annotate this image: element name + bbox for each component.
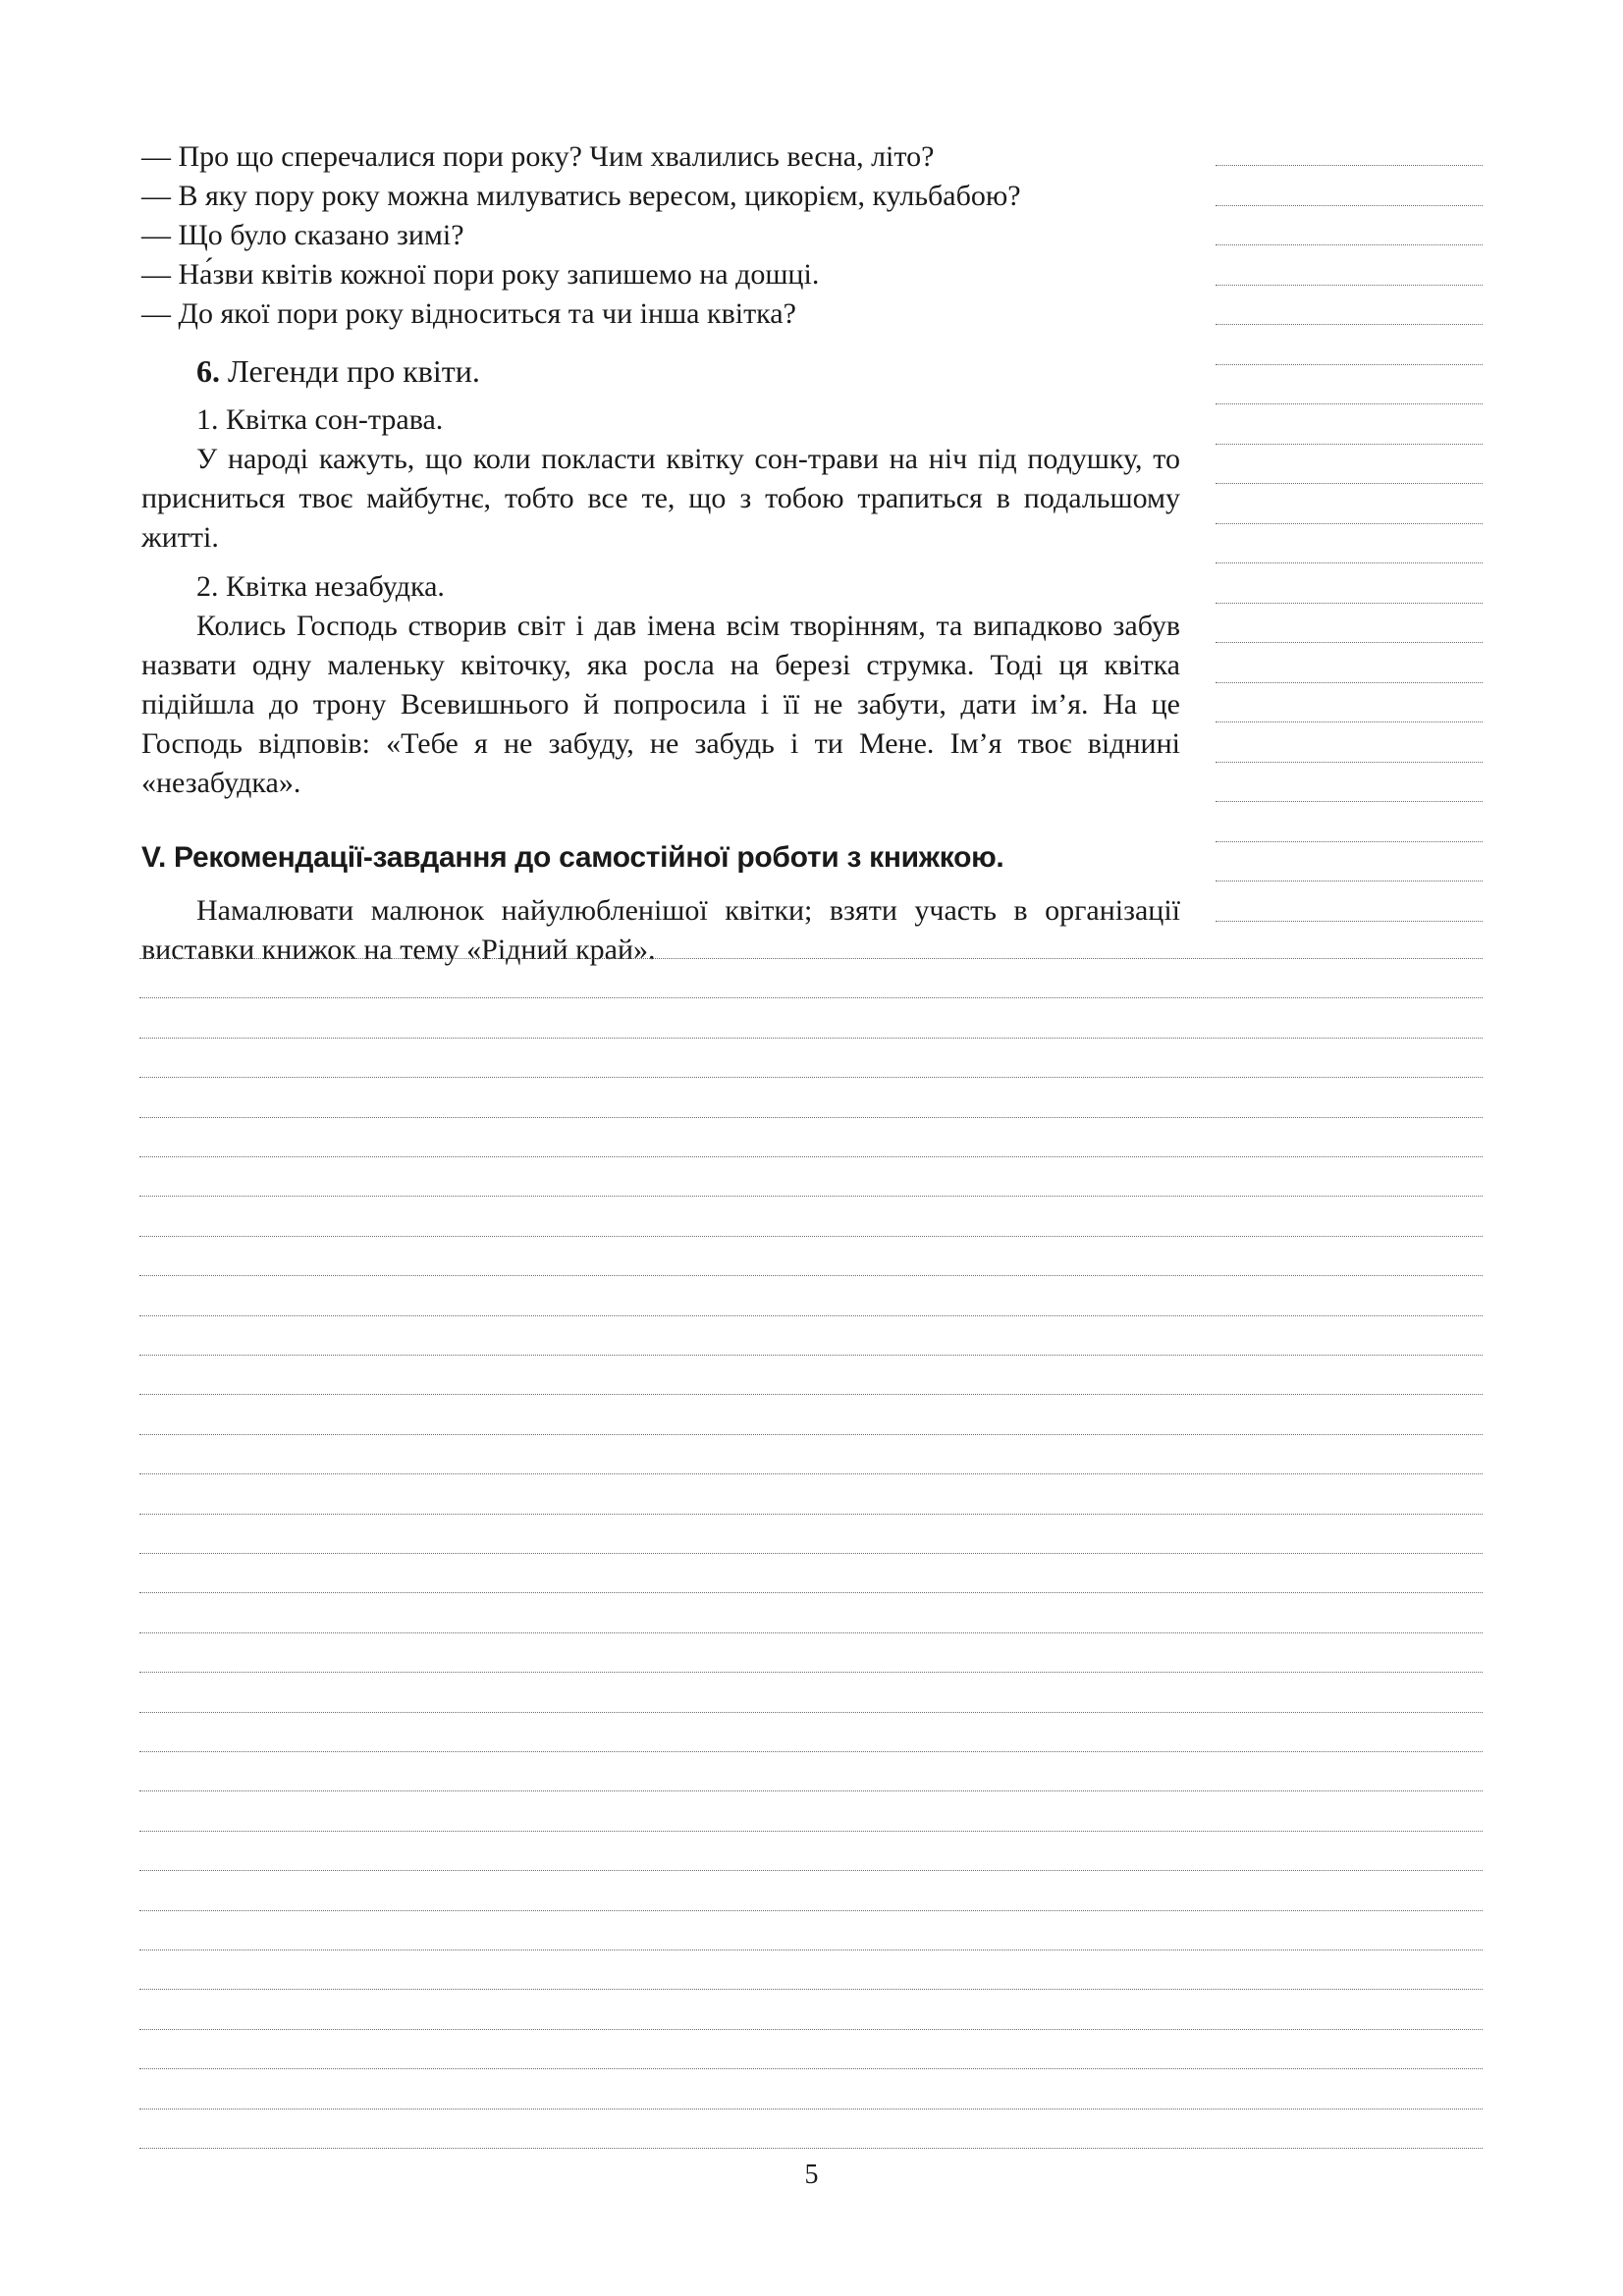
side-writing-line <box>1216 721 1483 722</box>
full-writing-line <box>139 1712 1483 1713</box>
legend-1-title: 1. Квітка сон-трава. <box>196 403 444 436</box>
side-writing-line <box>1216 523 1483 524</box>
full-writing-line <box>139 1553 1483 1554</box>
side-writing-line <box>1216 801 1483 802</box>
page-number: 5 <box>804 2160 819 2190</box>
question-1: — Про що сперечалися пори року? Чим хвалились весна, літо? <box>141 140 935 173</box>
full-writing-line <box>139 1355 1483 1356</box>
question-5: — До якої пори року відноситься та чи інша квітка? <box>141 297 796 330</box>
side-writing-line <box>1216 562 1483 563</box>
full-writing-line <box>139 1236 1483 1237</box>
side-writing-line <box>1216 444 1483 445</box>
full-writing-line <box>139 1394 1483 1395</box>
question-3: — Що було сказано зимі? <box>141 219 464 251</box>
section-6-number: 6. <box>196 353 220 389</box>
side-writing-line <box>1216 364 1483 365</box>
full-writing-line <box>139 1910 1483 1911</box>
full-writing-line <box>139 1156 1483 1157</box>
side-writing-line <box>1216 841 1483 842</box>
side-writing-line <box>1216 762 1483 763</box>
side-writing-line <box>1216 165 1483 166</box>
full-writing-line <box>139 1949 1483 1950</box>
section-6-label: Легенди про квіти. <box>228 353 480 389</box>
full-writing-line <box>139 2068 1483 2069</box>
full-writing-line <box>139 997 1483 998</box>
side-writing-line <box>1216 603 1483 604</box>
full-writing-line <box>139 1790 1483 1791</box>
full-writing-line <box>139 1831 1483 1832</box>
side-writing-line <box>1216 403 1483 404</box>
full-writing-line <box>139 1514 1483 1515</box>
legend-1-text: У народі кажуть, що коли покласти квітку сон-трави на ніч під подушку, то присниться твоє майбутнє, тобто все те, що з тобою трапиться в подальшому житті. <box>141 443 1180 554</box>
legend-2-text: Колись Господь створив світ і дав імена всім творінням, та випадково забув назвати одну маленьку квіточку, яка росла на березі струмка. Тоді ця квітка підійшла до трону Всевишнього й попросила і її не забути, дати ім’я. На це Господь відповів: «Тебе я не забуду, не забудь і ти Мене. Ім’я твоє віднині «незабудка». <box>141 610 1180 799</box>
full-writing-line <box>139 2029 1483 2030</box>
full-writing-line <box>139 1275 1483 1276</box>
section-6-title <box>141 351 1180 391</box>
side-writing-line <box>1216 244 1483 245</box>
side-writing-line <box>1216 324 1483 325</box>
full-writing-line <box>139 1434 1483 1435</box>
side-writing-line <box>1216 285 1483 286</box>
full-writing-line <box>139 1196 1483 1197</box>
full-writing-line <box>139 2148 1483 2149</box>
question-4: — На́зви квітів кожної пори року запишемо на дошці. <box>141 258 820 291</box>
full-writing-line <box>139 1473 1483 1474</box>
main-text-column <box>141 137 1180 970</box>
full-writing-line <box>139 1077 1483 1078</box>
legend-2-title: 2. Квітка незабудка. <box>196 570 445 603</box>
full-writing-line <box>139 1592 1483 1593</box>
side-writing-line <box>1216 682 1483 683</box>
side-writing-line <box>1216 205 1483 206</box>
side-writing-line <box>1216 642 1483 643</box>
section-5-heading: V. Рекомендації-завдання до самостійної роботи з книжкою. <box>141 841 1004 874</box>
full-writing-line <box>139 1989 1483 1990</box>
full-writing-line <box>139 958 1483 959</box>
section-5-text: Намалювати малюнок найулюбленішої квітки; взяти участь в організації виставки книжок на тему «Рідний край». <box>141 894 1180 966</box>
full-writing-line <box>139 1315 1483 1316</box>
side-writing-line <box>1216 921 1483 922</box>
full-writing-line <box>139 1038 1483 1039</box>
full-writing-line <box>139 1751 1483 1752</box>
full-writing-line <box>139 1672 1483 1673</box>
question-2: — В яку пору року можна милуватись вересом, цикорієм, кульбабою? <box>141 180 1021 212</box>
full-writing-line <box>139 1870 1483 1871</box>
full-writing-line <box>139 1117 1483 1118</box>
side-writing-line <box>1216 483 1483 484</box>
full-writing-line <box>139 1632 1483 1633</box>
